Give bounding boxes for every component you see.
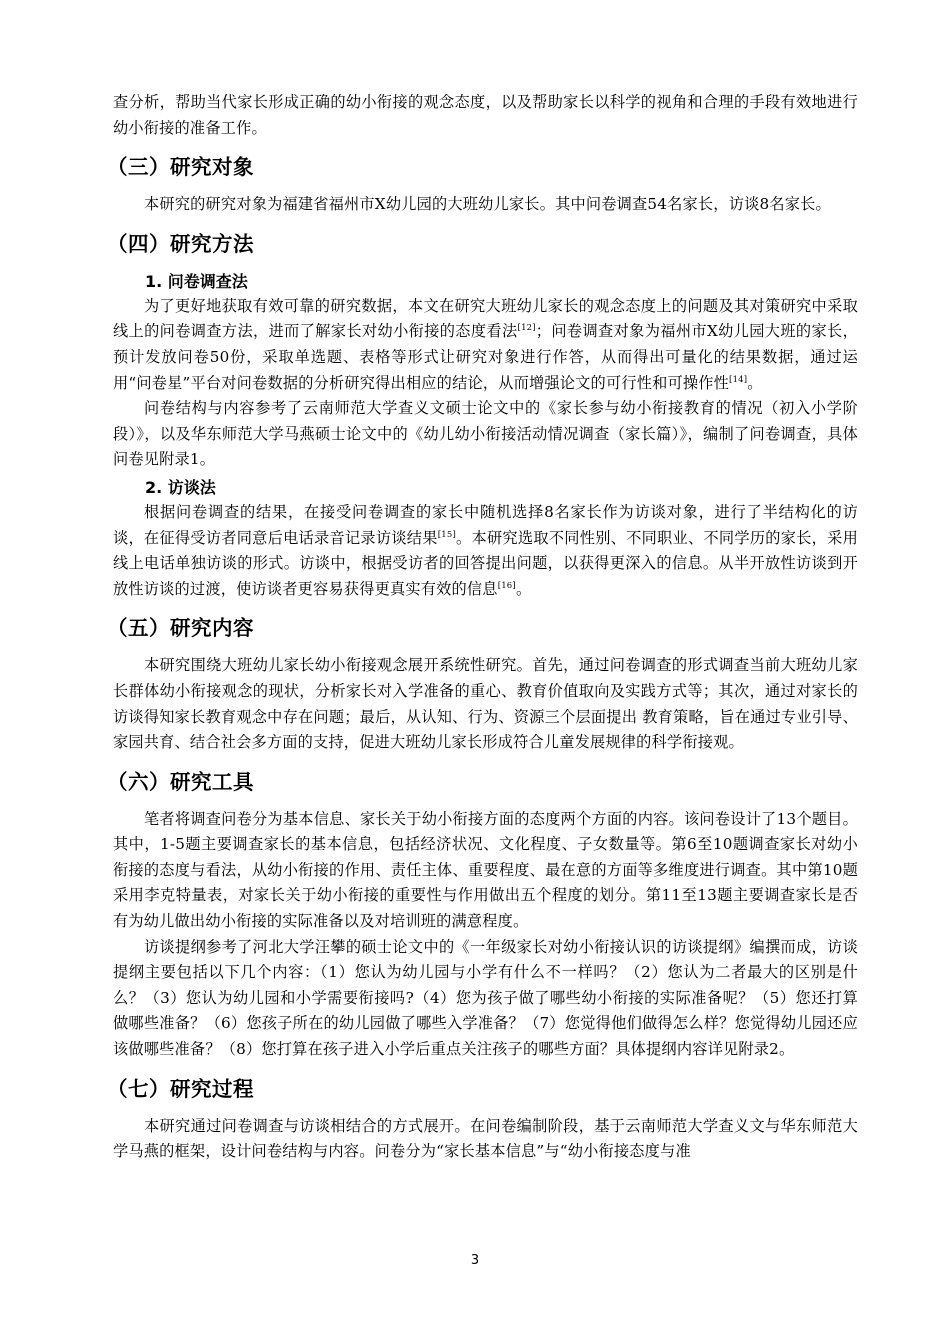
page-number: 3 <box>470 1253 480 1268</box>
paragraph-research-content: 本研究围绕大班幼儿家长幼小衔接观念展开系统性研究。首先，通过问卷调查的形式调查当前大班幼儿家长群体幼小衔接观念的现状，分析家长对入学准备的重心、教育价值取向及实践方式等；其次，通过对家长的访谈得知家长教育观念中存在问题；最后，从认知、行为、资源三个层面提出 教育策略，旨在通过专业引导、家园共育、结合社会多方面的支持，促进大班幼儿家长形成符合儿童发展规律的科学衔接观。 <box>113 656 858 752</box>
paragraph-research-subjects: 本研究的研究对象为福建省福州市X幼儿园的大班幼儿家长。其中问卷调查54名家长，访谈8名家长。 <box>144 195 831 214</box>
section-heading-research-tools: （六）研究工具 <box>107 769 254 794</box>
subheading-questionnaire-method: 1. 问卷调查法 <box>145 271 248 291</box>
section-heading-research-process: （七）研究过程 <box>107 1076 254 1101</box>
page-content <box>107 90 858 1165</box>
subheading-interview-method: 2. 访谈法 <box>145 477 216 497</box>
section-heading-research-content: （五）研究内容 <box>107 616 254 641</box>
paragraph-interview-method: 根据问卷调查的结果，在接受问卷调查的家长中随机选择8名家长作为访谈对象，进行了半结构化的访谈，在征得受访者同意后电话录音记录访谈结果[15]。本研究选取不同性别、不同职业、不同学历的家长，采用线上电话单独访谈的形式。访谈中，根据受访者的回答提出问题，以获得更深入的信息。从半开放性访谈到开放性访谈的过渡，使访谈者更容易获得更真实有效的信息[16]。 <box>113 502 858 598</box>
paragraph-questionnaire-design: 笔者将调查问卷分为基本信息、家长关于幼小衔接方面的态度两个方面的内容。该问卷设计了13个题目。其中，1-5题主要调查家长的基本信息，包括经济状况、文化程度、子女数量等。第6至10题调查家长对幼小衔接的态度与看法，从幼小衔接的作用、责任主体、重要程度、最在意的方面等多维度进行调查。其中第10题采用李克特量表，对家长关于幼小衔接的重要性与作用做出五个程度的划分。第11至13题主要调查家长是否有为幼儿做出幼小衔接的实际准备以及对培训班的满意程度。 <box>113 809 858 931</box>
citation-ref: [15] <box>437 529 456 540</box>
section-heading-research-methods: （四）研究方法 <box>107 231 254 256</box>
citation-ref: [12] <box>517 323 536 334</box>
paragraph-questionnaire-structure: 问卷结构与内容参考了云南师范大学查义文硕士论文中的《家长参与幼小衔接教育的情况（初入小学阶段）》，以及华东师范大学马燕硕士论文中的《幼儿幼小衔接活动情况调查（家长篇）》，编制了问卷调查，具体问卷见附录1。 <box>113 399 858 469</box>
citation-ref: [14] <box>729 374 748 385</box>
paragraph-interview-outline: 访谈提纲参考了河北大学汪攀的硕士论文中的《一年级家长对幼小衔接认识的访谈提纲》编撰而成，访谈提纲主要包括以下几个内容：（1）您认为幼儿园与小学有什么不一样吗？（2）您认为二者最大的区别是什么？（3）您认为幼儿园和小学需要衔接吗?（4）您为孩子做了哪些幼小衔接的实际准备呢？（5）您还打算做哪些准备？（6）您孩子所在的幼儿园做了哪些入学准备？（7）您觉得他们做得怎么样？您觉得幼儿园还应该做哪些准备？（8）您打算在孩子进入小学后重点关注孩子的哪些方面？具体提纲内容详见附录2。 <box>113 937 858 1059</box>
paragraph-research-process: 本研究通过问卷调查与访谈相结合的方式展开。在问卷编制阶段，基于云南师范大学查义文与华东师范大学马燕的框架，设计问卷结构与内容。问卷分为“家长基本信息”与“幼小衔接态度与准 <box>113 1116 858 1161</box>
section-heading-research-subjects: （三）研究对象 <box>107 155 254 180</box>
paragraph-questionnaire-method: 为了更好地获取有效可靠的研究数据，本文在研究大班幼儿家长的观念态度上的问题及其对策研究中采取线上的问卷调查方法，进而了解家长对幼小衔接的态度看法[12]；问卷调查对象为福州市X幼儿园大班的家长，预计发放问卷50份，采取单选题、表格等形式让研究对象进行作答，从而得出可量化的结果数据，通过运用“问卷星”平台对问卷数据的分析研究得出相应的结论，从而增强论文的可行性和可操作性[14]。 <box>113 296 858 392</box>
continued-paragraph: 查分析，帮助当代家长形成正确的幼小衔接的观念态度，以及帮助家长以科学的视角和合理的手段有效地进行幼小衔接的准备工作。 <box>113 93 858 137</box>
citation-ref: [16] <box>497 580 516 591</box>
